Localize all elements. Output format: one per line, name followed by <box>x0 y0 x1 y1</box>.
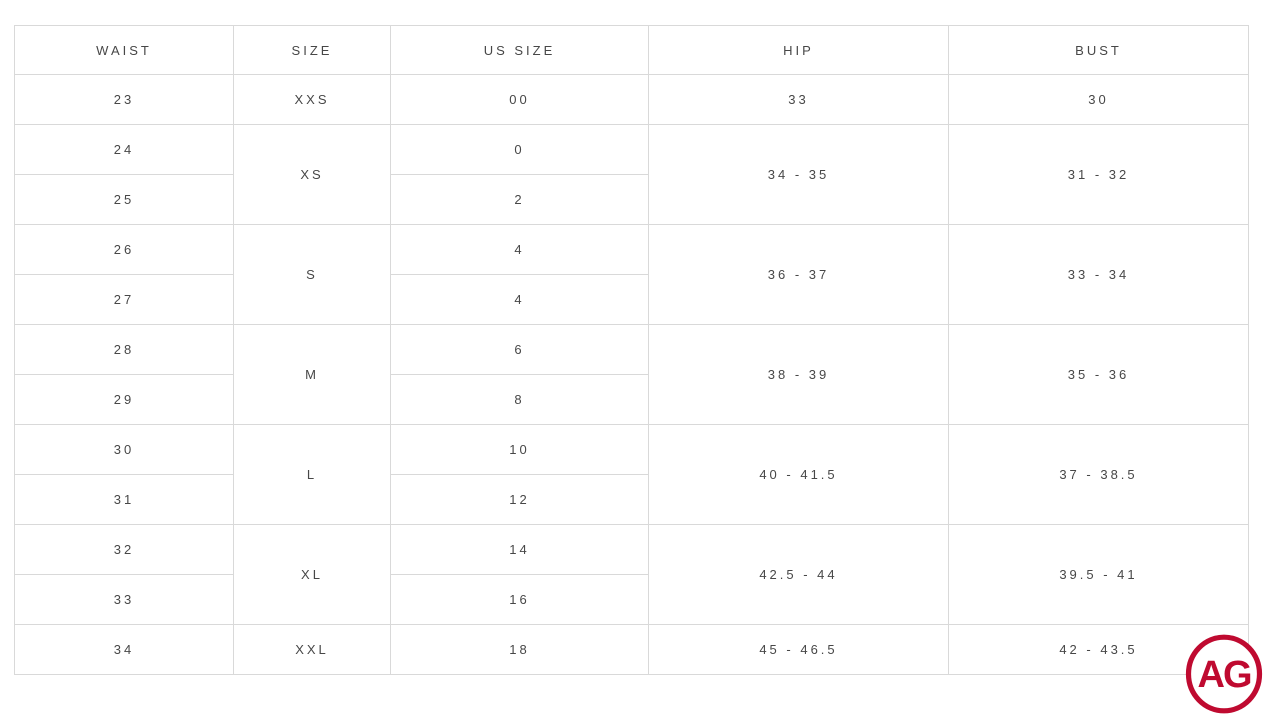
size-cell: M <box>234 325 391 425</box>
waist-cell: 25 <box>15 175 234 225</box>
size-chart-table <box>14 25 1249 675</box>
waist-cell: 23 <box>15 75 234 125</box>
column-header-bust: BUST <box>949 26 1249 75</box>
header-row <box>15 26 1249 75</box>
hip-cell: 38 - 39 <box>649 325 949 425</box>
hip-cell: 40 - 41.5 <box>649 425 949 525</box>
ag-logo <box>1185 634 1263 714</box>
us-size-cell: 8 <box>391 375 649 425</box>
bust-cell: 33 - 34 <box>949 225 1249 325</box>
table-row <box>15 325 1249 375</box>
waist-cell: 26 <box>15 225 234 275</box>
hip-cell: 34 - 35 <box>649 125 949 225</box>
column-header-us-size: US SIZE <box>391 26 649 75</box>
table-row <box>15 225 1249 275</box>
table-row <box>15 425 1249 475</box>
us-size-cell: 2 <box>391 175 649 225</box>
us-size-cell: 14 <box>391 525 649 575</box>
waist-cell: 30 <box>15 425 234 475</box>
bust-cell: 37 - 38.5 <box>949 425 1249 525</box>
us-size-cell: 10 <box>391 425 649 475</box>
hip-cell: 45 - 46.5 <box>649 625 949 675</box>
size-cell: L <box>234 425 391 525</box>
column-header-hip: HIP <box>649 26 949 75</box>
size-cell: XXL <box>234 625 391 675</box>
size-cell: S <box>234 225 391 325</box>
table-row <box>15 525 1249 575</box>
table-row <box>15 125 1249 175</box>
bust-cell: 35 - 36 <box>949 325 1249 425</box>
waist-cell: 33 <box>15 575 234 625</box>
size-cell: XS <box>234 125 391 225</box>
waist-cell: 27 <box>15 275 234 325</box>
waist-cell: 31 <box>15 475 234 525</box>
bust-cell: 42 - 43.5 <box>949 625 1249 675</box>
hip-cell: 42.5 - 44 <box>649 525 949 625</box>
us-size-cell: 16 <box>391 575 649 625</box>
us-size-cell: 00 <box>391 75 649 125</box>
us-size-cell: 4 <box>391 275 649 325</box>
bust-cell: 39.5 - 41 <box>949 525 1249 625</box>
bust-cell: 31 - 32 <box>949 125 1249 225</box>
size-cell: XXS <box>234 75 391 125</box>
us-size-cell: 4 <box>391 225 649 275</box>
hip-cell: 33 <box>649 75 949 125</box>
us-size-cell: 6 <box>391 325 649 375</box>
bust-cell: 30 <box>949 75 1249 125</box>
us-size-cell: 18 <box>391 625 649 675</box>
waist-cell: 28 <box>15 325 234 375</box>
waist-cell: 34 <box>15 625 234 675</box>
hip-cell: 36 - 37 <box>649 225 949 325</box>
ag-logo-text: AG <box>1197 654 1251 696</box>
waist-cell: 24 <box>15 125 234 175</box>
size-chart-header <box>15 26 1249 75</box>
table-row <box>15 75 1249 125</box>
column-header-size: SIZE <box>234 26 391 75</box>
us-size-cell: 0 <box>391 125 649 175</box>
waist-cell: 32 <box>15 525 234 575</box>
column-header-waist: WAIST <box>15 26 234 75</box>
table-row <box>15 625 1249 675</box>
waist-cell: 29 <box>15 375 234 425</box>
size-chart-body <box>15 75 1249 675</box>
us-size-cell: 12 <box>391 475 649 525</box>
size-cell: XL <box>234 525 391 625</box>
